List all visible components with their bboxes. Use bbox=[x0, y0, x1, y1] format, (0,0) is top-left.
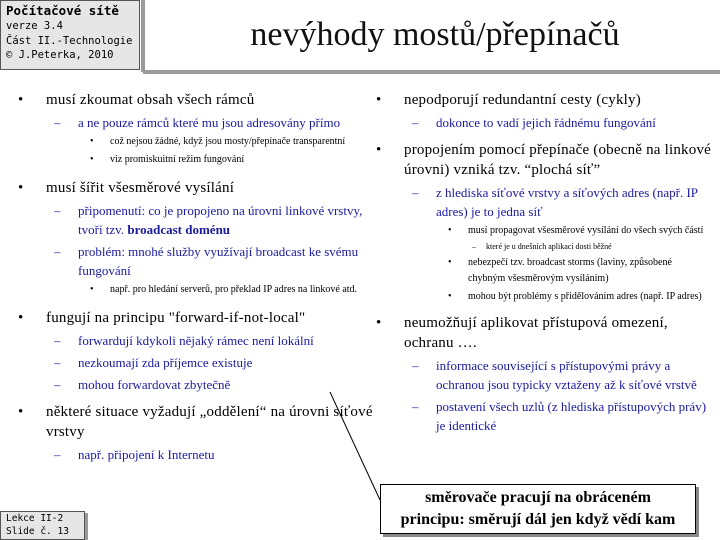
bullet-flat-network: • propojením pomocí přepínače (obecně na linkové úrovni) vzniká tzv. “plochá síť” bbox=[376, 140, 711, 180]
subsub-propagate-broadcast: • musí propagovat všesměrové vysílání do všech svých částí bbox=[376, 223, 711, 239]
sub-access-rights-layer: – informace související s přístupovými právy a ochranou jsou typicky vztaženy až k síťové vrstvě bbox=[376, 356, 711, 394]
part-label: Část II.-Technologie bbox=[6, 34, 133, 47]
bullet-inspect-frames: • musí zkoumat obsah všech rámců bbox=[18, 90, 373, 110]
slide-title: nevýhody mostů/přepínačů bbox=[250, 16, 620, 53]
bullet-broadcast: • musí šířit všesměrové vysílání bbox=[18, 178, 373, 198]
subsub-broadcast-storms: • nebezpečí tzv. broadcast storms (laviny, způsobené chybným všesměrovým vysíláním) bbox=[376, 255, 711, 287]
sub-cycles-harm: – dokonce to vadí jejich řádnému fungování bbox=[376, 113, 711, 132]
bullet-no-access-control: • neumožňují aplikovat přístupová omezení, ochranu …. bbox=[376, 313, 711, 353]
sub-not-only-addressed: – a ne pouze rámců které mu jsou adresovány přímo bbox=[18, 113, 373, 132]
sub-forward-unnecessary: – mohou forwardovat zbytečně bbox=[18, 375, 373, 394]
sub-broadcast-problem: – problém: mnohé služby využívají broadcast ke svému fungování bbox=[18, 242, 373, 280]
callout-line-1: směrovače pracují na obráceném bbox=[425, 489, 651, 506]
course-name: Počítačové sítě bbox=[6, 3, 119, 18]
lecture-box-shadow bbox=[85, 513, 88, 540]
bullet-no-redundancy: • nepodporují redundantní cesty (cykly) bbox=[376, 90, 711, 110]
slide-number: Slide č. 13 bbox=[6, 525, 69, 537]
subsub-address-allocation: • mohou být problémy s přidělováním adres (např. IP adres) bbox=[376, 289, 711, 305]
sub-internet-connection: – např. připojení k Internetu bbox=[18, 445, 373, 464]
routers-callout bbox=[380, 484, 696, 534]
sub-forward-nonlocal: – forwardují kdykoli nějaký rámec není lokální bbox=[18, 331, 373, 350]
lecture-info-box bbox=[0, 511, 85, 540]
lecture-label: Lekce II-2 bbox=[6, 513, 64, 524]
bullet-forward-if-not-local: • fungují na principu "forward-if-not-local" bbox=[18, 308, 373, 328]
subsub-server-discovery: • např. pro hledání serverů, pro překlad IP adres na linkové atd. bbox=[18, 282, 373, 298]
copyright-label: © J.Peterka, 2010 bbox=[6, 49, 114, 61]
sub-no-recipient-check: – nezkoumají zda příjemce existuje bbox=[18, 353, 373, 372]
sub-one-network: – z hlediska síťové vrstvy a síťových adres (např. IP adres) je to jedna síť bbox=[376, 183, 711, 221]
callout-line-2: principu: směrují dál jen když vědí kam bbox=[400, 511, 676, 528]
subsubsub-common-broadcast: – které je u dnešních aplikací dosti běžné bbox=[376, 240, 711, 253]
subsub-promiscuous: • viz promiskuitní režim fungování bbox=[18, 152, 373, 168]
version-label: verze 3.4 bbox=[6, 20, 63, 32]
broadcast-domain-term: broadcast doménu bbox=[127, 222, 231, 237]
subsub-transparent: • což nejsou žádné, když jsou mosty/přepínače transparentní bbox=[18, 134, 373, 150]
bullet-network-separation: • některé situace vyžadují „oddělení“ na úrovni síťové vrstvy bbox=[18, 402, 373, 442]
broadcast-domain-text: připomenutí: co je propojeno na úrovni linkové vrstvy, tvoří tzv. bbox=[78, 203, 363, 237]
sub-identical-nodes: – postavení všech uzlů (z hlediska přístupových práv) je identické bbox=[376, 397, 711, 435]
